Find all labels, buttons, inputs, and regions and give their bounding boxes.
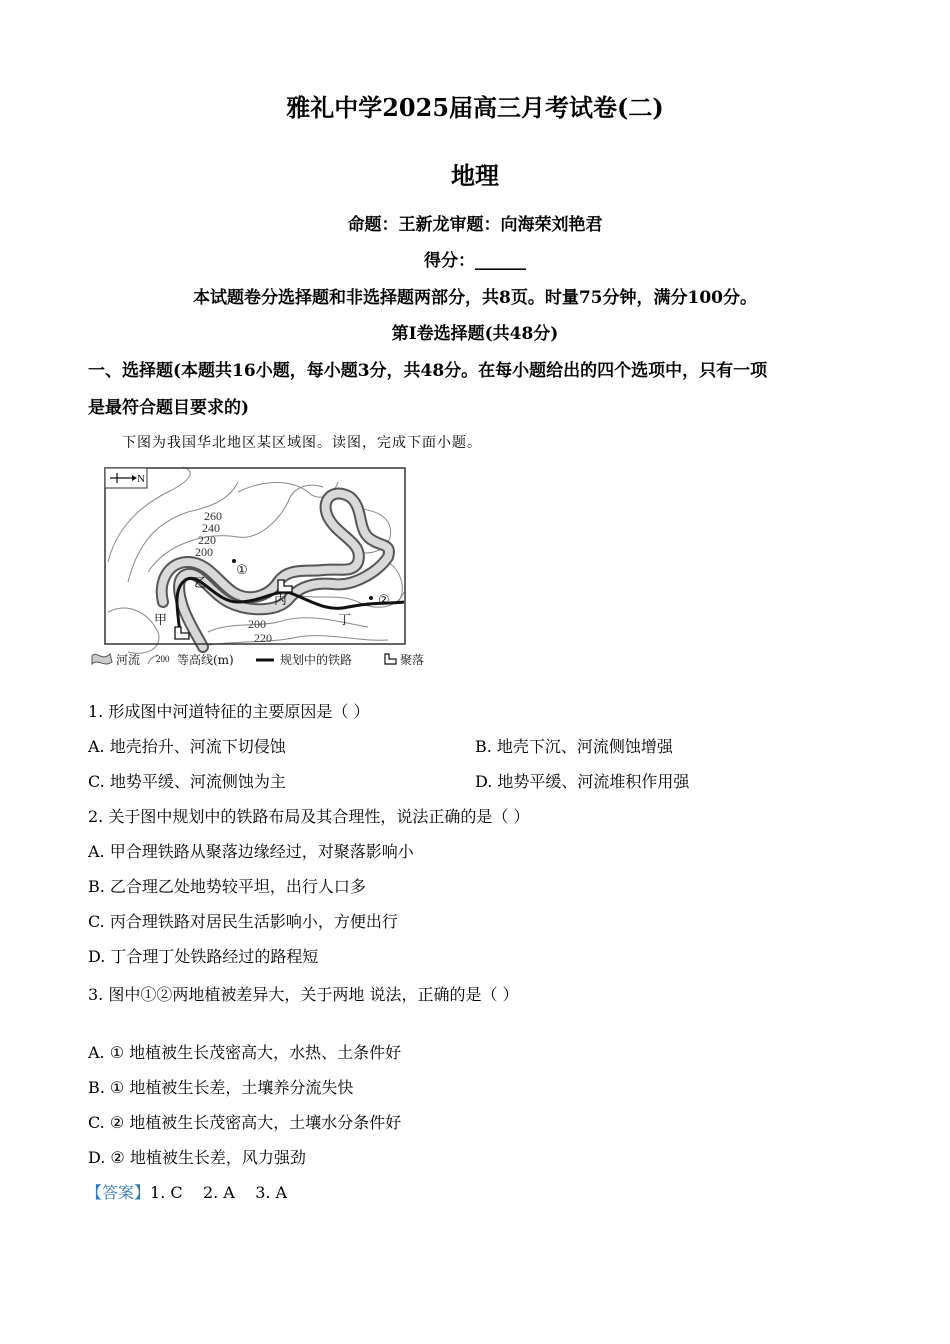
contour-line	[198, 636, 388, 647]
section-heading-line2: 是最符合题目要求的)	[88, 398, 250, 418]
place-label-2: ②	[378, 593, 390, 608]
question-2-option-b[interactable]: B. 乙合理乙处地势较平坦，出行人口多	[88, 877, 366, 896]
contour-label: 200	[195, 545, 213, 559]
north-label: N	[137, 473, 145, 485]
legend-river-label: 河流	[116, 653, 141, 667]
question-3-option-b[interactable]: B. ① 地植被生长差，土壤养分流失快	[88, 1078, 354, 1097]
legend-railway-label: 规划中的铁路	[280, 653, 353, 667]
question-intro: 下图为我国华北地区某区域图。读图，完成下面小题。	[122, 435, 482, 451]
section-heading-line1: 一、选择题(本题共16小题，每小题3分，共48分。在每小题给出的四个选项中，只有一项	[88, 361, 768, 381]
site-dot-1	[232, 559, 236, 563]
legend-settlement-label: 聚落	[400, 653, 425, 667]
instructions-line: 本试题卷分选择题和非选择题两部分，共8页。时量75分钟，满分100分。	[193, 288, 757, 308]
place-label-1: ①	[236, 563, 248, 578]
legend-contour-label: 等高线(m)	[177, 653, 234, 667]
question-3-stem: 3. 图中①②两地植被差异大，关于两地 说法，正确的是（ ）	[88, 985, 519, 1004]
contour-line	[238, 482, 338, 497]
place-label-jia: 甲	[154, 613, 168, 628]
question-1-option-c[interactable]: C. 地势平缓、河流侧蚀为主	[88, 772, 286, 791]
contour-label: 240	[202, 521, 220, 535]
question-3-option-c[interactable]: C. ② 地植被生长茂密高大，土壤水分条件好	[88, 1113, 402, 1132]
page-title: 雅礼中学2025届高三月考试卷(二)	[286, 93, 664, 122]
place-label-bing: 丙	[274, 593, 288, 608]
question-2-option-d[interactable]: D. 丁合理丁处铁路经过的路程短	[88, 947, 319, 966]
question-3-option-a[interactable]: A. ① 地植被生长茂密高大，水热、土条件好	[88, 1043, 402, 1062]
answer-tag: 【答案】	[86, 1183, 151, 1202]
contour-label: 260	[204, 509, 222, 523]
region-map-figure	[88, 462, 434, 674]
contour-line	[108, 608, 159, 653]
question-1-option-a[interactable]: A. 地壳抬升、河流下切侵蚀	[88, 737, 286, 756]
contour-label: 220	[254, 631, 272, 645]
authors-line: 命题：王新龙审题：向海荣刘艳君	[347, 215, 603, 235]
place-label-ding: 丁	[338, 613, 352, 628]
legend-settlement-icon	[385, 654, 396, 664]
question-2-option-a[interactable]: A. 甲合理铁路从聚落边缘经过，对聚落影响小	[88, 842, 414, 861]
site-dot-2	[369, 596, 373, 600]
answer-text: 1. C 2. A 3. A	[150, 1183, 288, 1202]
question-1-option-d[interactable]: D. 地势平缓、河流堆积作用强	[475, 772, 690, 791]
answer-line	[86, 1180, 287, 1203]
contour-label: 220	[198, 533, 216, 547]
place-label-yi: 乙	[194, 576, 208, 591]
contour-line	[388, 562, 402, 602]
legend-contour-sample: 200	[156, 654, 170, 664]
legend-river-icon	[92, 654, 112, 664]
question-1-stem: 1. 形成图中河道特征的主要原因是（ ）	[88, 702, 370, 721]
score-line: 得分：______	[424, 251, 526, 271]
question-2-option-c[interactable]: C. 丙合理铁路对居民生活影响小，方便出行	[88, 912, 398, 931]
part-title: 第Ⅰ卷选择题(共48分)	[391, 324, 559, 344]
subject-title: 地理	[451, 161, 499, 190]
contour-label: 200	[248, 617, 266, 631]
question-2-stem: 2. 关于图中规划中的铁路布局及其合理性，说法正确的是（ ）	[88, 807, 530, 826]
question-1-option-b[interactable]: B. 地壳下沉、河流侧蚀增强	[475, 737, 673, 756]
question-3-option-d[interactable]: D. ② 地植被生长差，风力强劲	[88, 1148, 306, 1167]
